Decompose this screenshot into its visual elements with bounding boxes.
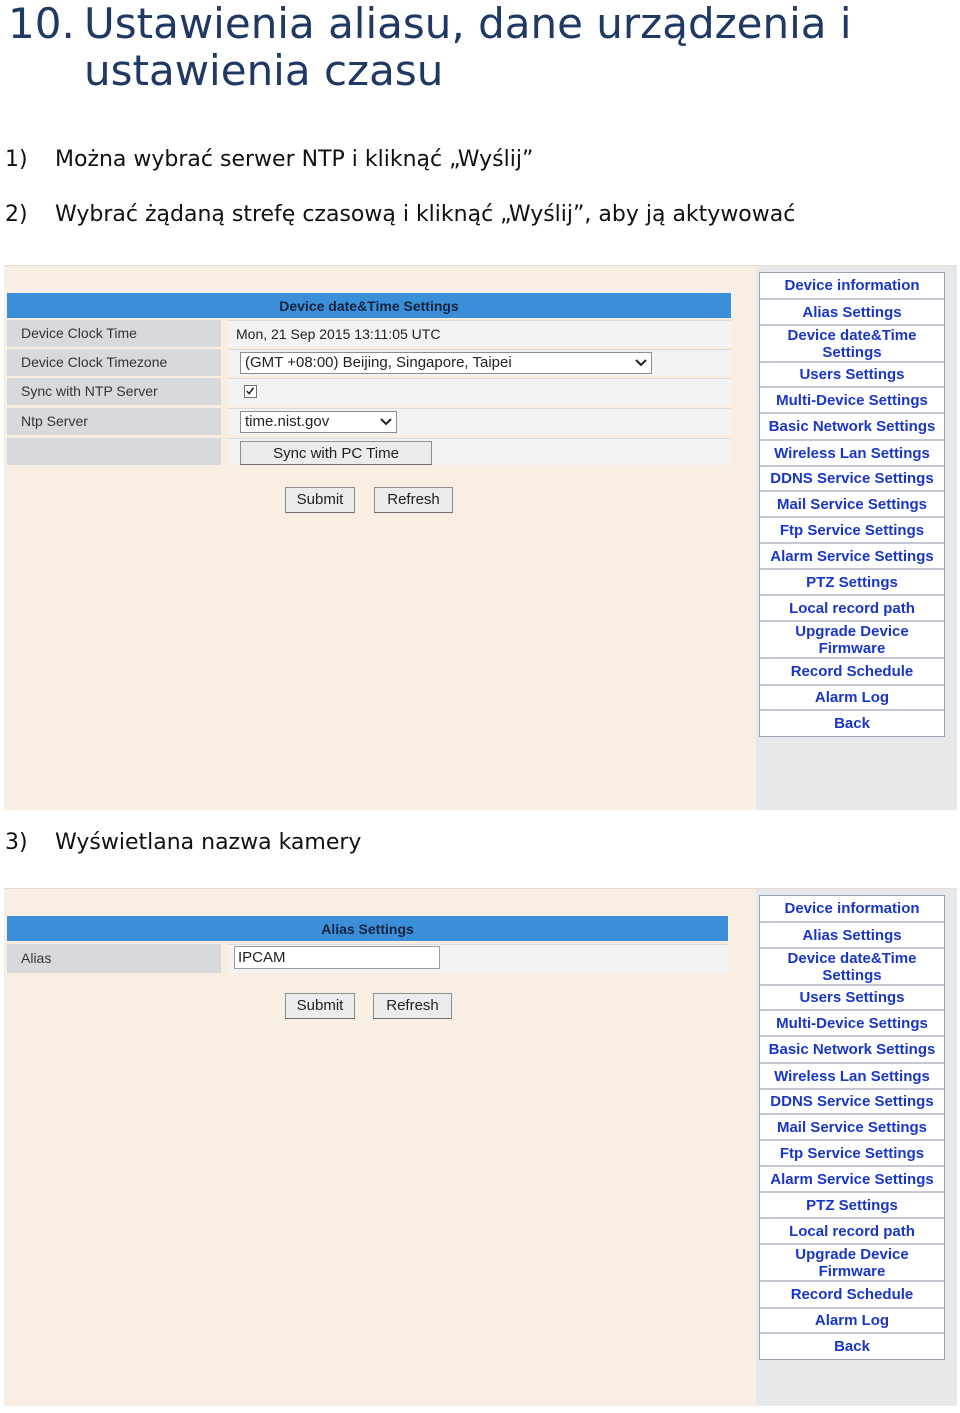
chevron-down-icon [379, 415, 393, 429]
sync-pc-time-button[interactable]: Sync with PC Time [240, 441, 432, 465]
empty-label-cell [7, 438, 221, 465]
refresh-button[interactable]: Refresh [374, 487, 453, 513]
ntp-server-cell [228, 408, 731, 435]
alias-input[interactable]: IPCAM [234, 946, 440, 969]
clock-time-value: Mon, 21 Sep 2015 13:11:05 UTC [236, 326, 441, 342]
row-timezone [7, 349, 731, 376]
nav-item[interactable]: Basic Network Settings [760, 414, 944, 441]
panel-title: Alias Settings [7, 916, 728, 941]
nav-item[interactable]: Users Settings [760, 986, 944, 1011]
refresh-button[interactable]: Refresh [373, 993, 452, 1019]
row-sync-pc [7, 438, 731, 465]
nav-item[interactable]: Wireless Lan Settings [760, 1064, 944, 1090]
timezone-label: Device Clock Timezone [7, 349, 221, 376]
nav-item[interactable]: Alias Settings [760, 300, 944, 326]
nav-item[interactable]: Back [834, 1338, 870, 1355]
nav-item[interactable]: Alarm Service Settings [760, 544, 944, 570]
step-number: 3) [5, 830, 28, 855]
alias-label: Alias [7, 944, 221, 973]
nav-item[interactable]: Mail Service Settings [760, 492, 944, 518]
heading-line-2: ustawienia czasu [84, 46, 444, 95]
alias-settings-screenshot [4, 888, 957, 1406]
timezone-select[interactable] [240, 352, 652, 374]
settings-nav-menu [759, 272, 945, 737]
chevron-down-icon [634, 356, 648, 370]
clock-time-cell [228, 320, 731, 347]
row-ntp-server [7, 408, 731, 435]
timezone-selected-value: (GMT +08:00) Beijing, Singapore, Taipei [245, 354, 512, 371]
nav-item[interactable]: Users Settings [760, 363, 944, 388]
panel-title: Device date&Time Settings [7, 293, 731, 318]
nav-item[interactable]: Ftp Service Settings [760, 518, 944, 544]
step-1 [5, 147, 533, 172]
settings-nav-menu [759, 895, 945, 1360]
step-text: Wyświetlana nazwa kamery [55, 830, 362, 855]
step-text: Można wybrać serwer NTP i kliknąć „Wyślij” [55, 147, 534, 172]
step-2 [5, 202, 795, 227]
nav-item[interactable]: Record Schedule [760, 659, 944, 686]
timezone-cell [228, 349, 731, 376]
ntp-server-select[interactable] [240, 411, 397, 433]
nav-item[interactable]: PTZ Settings [760, 1193, 944, 1219]
nav-item[interactable]: Ftp Service Settings [760, 1141, 944, 1167]
sidebar-background [756, 889, 957, 1406]
step-3 [5, 830, 361, 855]
step-text: Wybrać żądaną strefę czasową i kliknąć „Wyślij”, aby ją aktywować [55, 202, 796, 227]
ntp-sync-cell [228, 378, 731, 405]
nav-item[interactable]: Upgrade Device Firmware [760, 622, 944, 659]
nav-item[interactable]: Multi-Device Settings [760, 388, 944, 414]
nav-item[interactable]: Local record path [760, 1219, 944, 1245]
row-alias [7, 944, 728, 973]
nav-item[interactable]: Device information [760, 896, 944, 923]
clock-time-label: Device Clock Time [7, 320, 221, 347]
heading-number: 10. [8, 0, 75, 48]
nav-item[interactable]: Mail Service Settings [760, 1115, 944, 1141]
ntp-sync-label: Sync with NTP Server [7, 378, 221, 405]
section-heading [8, 0, 908, 94]
row-ntp-sync [7, 378, 731, 405]
nav-item[interactable]: DDNS Service Settings [760, 1090, 944, 1115]
sidebar-background [756, 266, 957, 810]
nav-item[interactable]: Alarm Service Settings [760, 1167, 944, 1193]
sync-pc-cell [228, 438, 731, 465]
nav-item[interactable]: Local record path [760, 596, 944, 622]
nav-item[interactable]: Alarm Log [760, 686, 944, 711]
nav-item[interactable]: Back [834, 715, 870, 732]
nav-item[interactable]: Record Schedule [760, 1282, 944, 1309]
step-number: 2) [5, 202, 28, 227]
nav-item[interactable]: DDNS Service Settings [760, 467, 944, 492]
row-clock-time [7, 320, 731, 347]
nav-item[interactable]: PTZ Settings [760, 570, 944, 596]
submit-button[interactable]: Submit [285, 487, 355, 513]
ntp-server-label: Ntp Server [7, 408, 221, 435]
nav-item[interactable]: Alarm Log [760, 1309, 944, 1334]
nav-item[interactable]: Device date&Time Settings [760, 326, 944, 363]
submit-button[interactable]: Submit [285, 993, 355, 1019]
checkmark-icon [245, 386, 256, 397]
nav-item[interactable]: Wireless Lan Settings [760, 441, 944, 467]
ntp-server-selected-value: time.nist.gov [245, 413, 330, 430]
nav-item[interactable]: Multi-Device Settings [760, 1011, 944, 1037]
step-number: 1) [5, 147, 28, 172]
datetime-settings-screenshot [4, 265, 957, 810]
alias-cell [228, 944, 728, 973]
nav-item[interactable]: Basic Network Settings [760, 1037, 944, 1064]
nav-item[interactable]: Alias Settings [760, 923, 944, 949]
nav-item[interactable]: Device information [760, 273, 944, 300]
heading-line-1: Ustawienia aliasu, dane urządzenia i [84, 0, 852, 48]
nav-item[interactable]: Device date&Time Settings [760, 949, 944, 986]
nav-item[interactable]: Upgrade Device Firmware [760, 1245, 944, 1282]
ntp-sync-checkbox[interactable] [244, 385, 257, 398]
